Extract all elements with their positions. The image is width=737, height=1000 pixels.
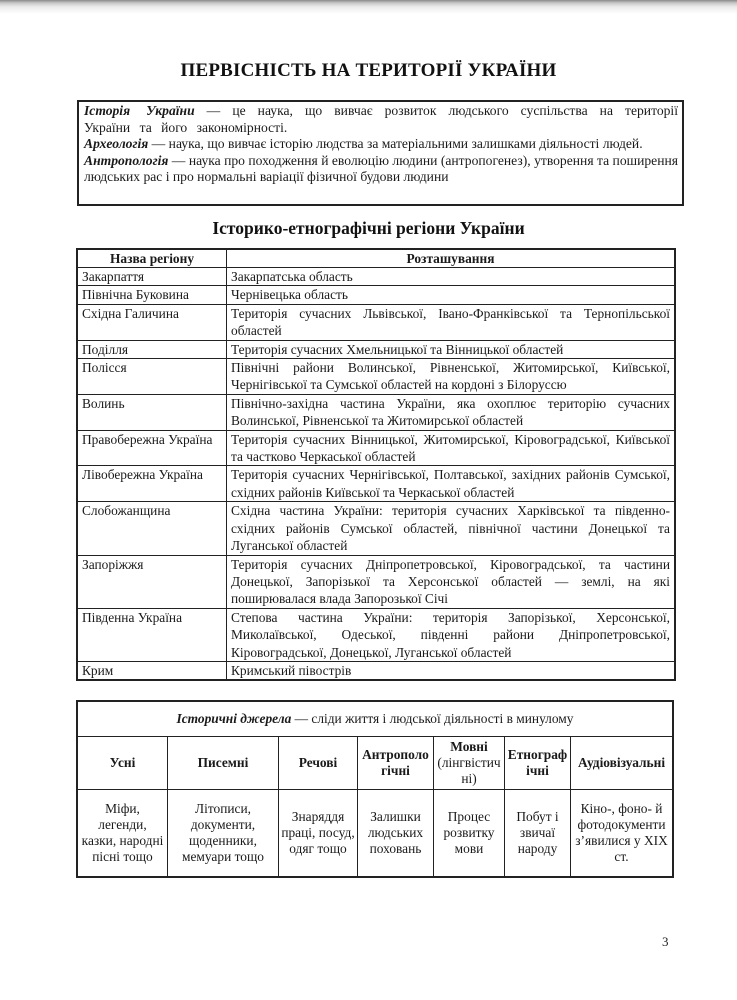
region-name: Слобожанщина	[77, 502, 227, 555]
table-row	[77, 466, 675, 502]
table-header-row	[77, 249, 675, 268]
source-value: Залишки людських поховань	[358, 790, 434, 878]
definition-dash: —	[168, 152, 189, 168]
regions-table	[76, 248, 676, 681]
definition-anthropology	[84, 153, 678, 186]
column-header: Речові	[298, 754, 338, 770]
definition-term: Історія України	[84, 103, 195, 118]
header-audiovisual	[571, 737, 674, 790]
viewer-top-shadow	[0, 0, 737, 14]
header-ethnographic	[505, 737, 571, 790]
table-row	[77, 608, 675, 661]
regions-title: Історико-етнографічні регіони України	[212, 218, 525, 238]
table-row	[77, 286, 675, 304]
column-header: Етнографічні	[507, 746, 568, 778]
column-header-note: (лінгвістичні)	[437, 754, 501, 787]
table-row	[77, 430, 675, 466]
region-name: Поділля	[77, 340, 227, 358]
definition-text: наука про походження й еволюцію людини (антропогенез), утворення та поширення людських рас і про нормальні варіації фізичної будови людини	[84, 152, 679, 185]
source-value: Побут і звичаї народу	[505, 790, 571, 878]
page-title: ПЕРВІСНІСТЬ НА ТЕРИТОРІЇ УКРАЇНИ	[180, 60, 557, 81]
sources-values-row	[77, 790, 673, 878]
region-location: Кримський півострів	[227, 661, 676, 680]
region-name: Північна Буковина	[77, 286, 227, 304]
region-name: Лівобережна Україна	[77, 466, 227, 502]
column-header: Аудіовізуальні	[577, 754, 666, 770]
region-location: Територія сучасних Чернігівської, Полтавської, західних районів Сумської, східних районів Київської та Черкаської областей	[227, 466, 676, 502]
historical-sources-table	[76, 700, 674, 878]
region-location: Чернівецька область	[227, 286, 676, 304]
table-row	[77, 304, 675, 340]
region-name: Полісся	[77, 359, 227, 395]
source-value: Знаряддя праці, посуд, одяг тощо	[279, 790, 358, 878]
table-row	[77, 502, 675, 555]
region-location: Територія сучасних Хмельницької та Вінницької областей	[227, 340, 676, 358]
source-value: Кіно-, фоно- й фотодокументи з’явилися у XIX ст.	[571, 790, 674, 878]
table-row	[77, 268, 675, 286]
region-name: Східна Галичина	[77, 304, 227, 340]
source-value: Процес розвитку мови	[434, 790, 505, 878]
table-row	[77, 394, 675, 430]
header-oral	[77, 737, 168, 790]
region-location: Територія сучасних Дніпропетровської, Кіровоградської, та частини Донецької, Запорізької та Херсонської областей — землі, на які поширювалася влада Запорозької Січі	[227, 555, 676, 608]
table-row	[77, 555, 675, 608]
column-header: Мовні	[450, 738, 488, 754]
source-value: Літописи, документи, щоденники, мемуари тощо	[168, 790, 279, 878]
region-location: Східна частина України: територія сучасних Харківської та південно-східних районів Сумської областей, північної частини Донецької та Луганської областей	[227, 502, 676, 555]
definition-archaeology	[84, 136, 678, 153]
sources-caption-row	[77, 701, 673, 737]
header-anthropological	[358, 737, 434, 790]
region-name: Запоріжжя	[77, 555, 227, 608]
definition-dash: —	[148, 136, 169, 152]
region-name: Закарпаття	[77, 268, 227, 286]
region-location: Територія сучасних Вінницької, Житомирської, Кіровоградської, Київської та частково Черкаської областей	[227, 430, 676, 466]
region-location: Степова частина України: територія Запорізької, Херсонської, Миколаївської, Одеської, південні райони Дніпропетровської, Кіровоградської, Донецької, Луганської областей	[227, 608, 676, 661]
header-written	[168, 737, 279, 790]
source-value: Міфи, легенди, казки, народні пісні тощо	[77, 790, 168, 878]
region-location: Північні райони Волинської, Рівненської, Житомирської, Київської, Чернігівської та Сумської областей на кордоні з Білоруссю	[227, 359, 676, 395]
table-row	[77, 661, 675, 680]
region-name: Крим	[77, 661, 227, 680]
header-location: Розташування	[227, 249, 676, 268]
page-number: 3	[662, 934, 669, 949]
region-location: Територія сучасних Львівської, Івано-Франківської та Тернопільської областей	[227, 304, 676, 340]
sources-header-row	[77, 737, 673, 790]
header-linguistic	[434, 737, 505, 790]
definition-text: це наука, що вивчає розвиток людського суспільства на території України та його закономірності.	[84, 103, 678, 135]
definition-history	[84, 103, 678, 136]
sources-caption	[77, 701, 673, 737]
header-material	[279, 737, 358, 790]
region-location: Закарпатська область	[227, 268, 676, 286]
table-row	[77, 340, 675, 358]
region-name: Правобережна Україна	[77, 430, 227, 466]
definitions-box	[77, 100, 684, 206]
definition-term: Антропологія	[84, 152, 169, 168]
table-row	[77, 359, 675, 395]
header-region-name: Назва регіону	[77, 249, 227, 268]
region-name: Волинь	[77, 394, 227, 430]
definition-text: наука, що вивчає історію людства за матеріальними залишками діяльності людей.	[168, 136, 643, 152]
sources-caption-term: Історичні джерела	[176, 710, 292, 726]
sources-caption-text: — сліди життя і людської діяльності в минулому	[291, 710, 574, 726]
region-location: Північно-західна частина України, яка охоплює територію сучасних Волинської, Рівненської та Житомирської областей	[227, 394, 676, 430]
definition-dash: —	[194, 103, 233, 118]
region-name: Південна Україна	[77, 608, 227, 661]
definition-term: Археологія	[84, 136, 149, 152]
column-header: Антропологічні	[362, 746, 429, 778]
column-header: Писемні	[197, 754, 249, 770]
column-header: Усні	[109, 754, 136, 770]
